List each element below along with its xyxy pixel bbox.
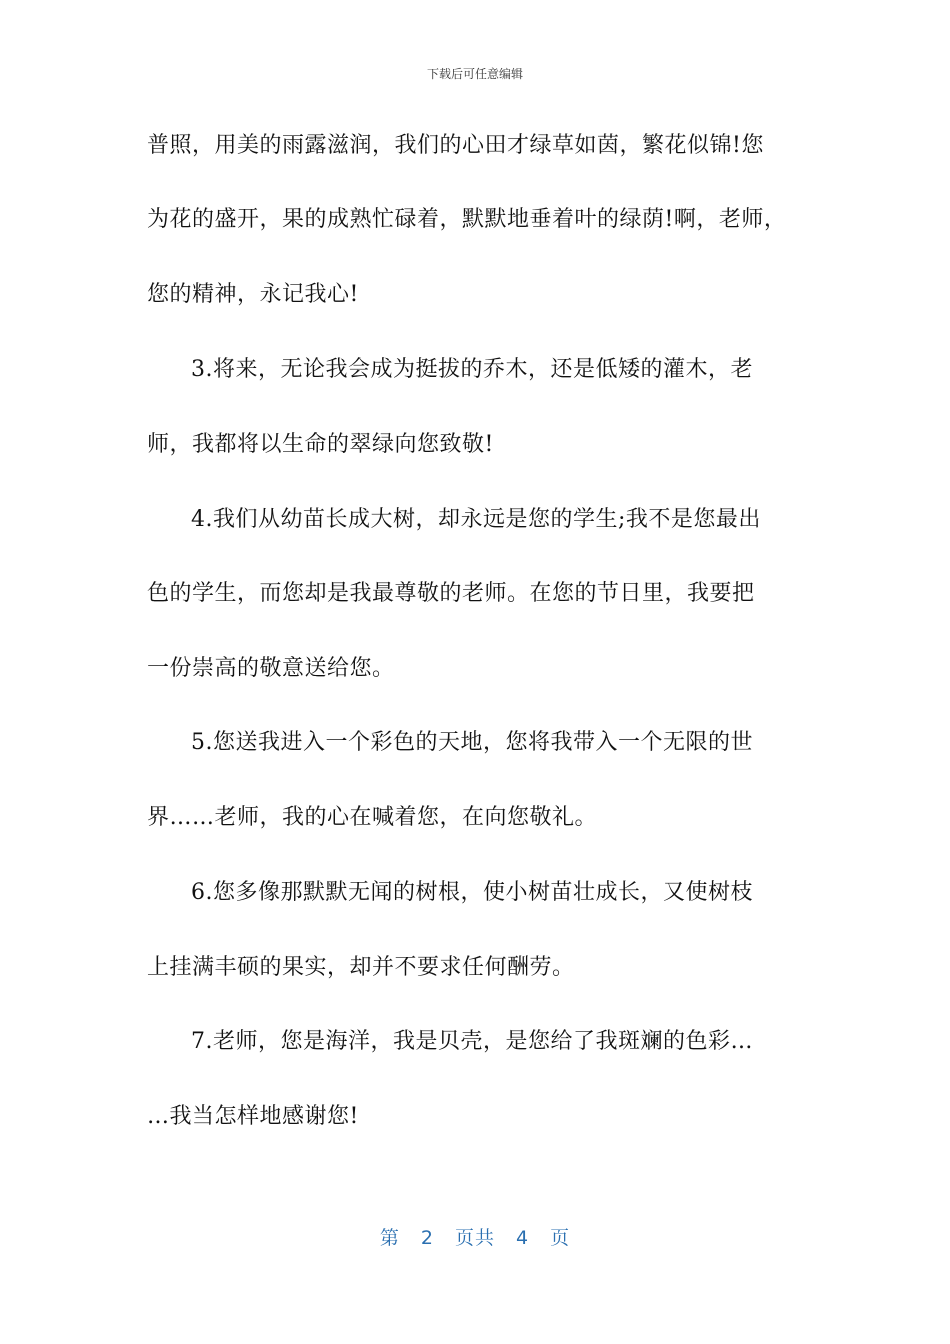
text-line: 师，我都将以生命的翠绿向您致敬! xyxy=(147,432,494,457)
text-line: 4.我们从幼苗长成大树，却永远是您的学生;我不是您最出 xyxy=(191,507,761,532)
text-line: 您的精神，永记我心! xyxy=(147,282,359,307)
text-line: 5.您送我进入一个彩色的天地，您将我带入一个无限的世 xyxy=(191,730,753,755)
text-line: 上挂满丰硕的果实，却并不要求任何酬劳。 xyxy=(147,955,575,980)
text-line: 3.将来，无论我会成为挺拔的乔木，还是低矮的灌木，老 xyxy=(191,357,753,382)
text-line: 为花的盛开，果的成熟忙碌着，默默地垂着叶的绿荫!啊，老师， xyxy=(147,207,787,232)
page-header-note: 下载后可任意编辑 xyxy=(426,67,523,81)
text-line: 普照，用美的雨露滋润，我们的心田才绿草如茵，繁花似锦!您 xyxy=(147,133,764,158)
text-line: …我当怎样地感谢您! xyxy=(147,1104,359,1129)
text-line: 一份崇高的敬意送给您。 xyxy=(147,656,395,681)
text-line: 6.您多像那默默无闻的树根，使小树苗壮成长，又使树枝 xyxy=(191,880,753,905)
text-line: 7.老师，您是海洋，我是贝壳，是您给了我斑斓的色彩… xyxy=(191,1029,753,1054)
page-number-footer: 第 2 页共 4 页 xyxy=(379,1227,571,1249)
text-line: 界……老师，我的心在喊着您，在向您敬礼。 xyxy=(147,805,598,830)
text-line: 色的学生，而您却是我最尊敬的老师。在您的节日里，我要把 xyxy=(147,581,755,606)
